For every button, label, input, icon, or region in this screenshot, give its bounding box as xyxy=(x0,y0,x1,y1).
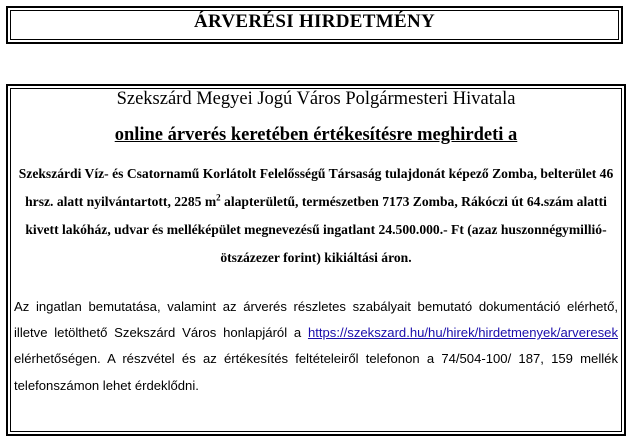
property-text-2: alapterületű, természetben 7173 Zomba, Rákóczi út 64.szám alatti kivett lakóház, udvar és melléképület megnevezésű ingatlant 24.500.000.- Ft (azaz huszonnégymillió-ötszázezer forint) kikiáltási áron. xyxy=(25,194,607,265)
office-name: Szekszárd Megyei Jogú Város Polgármesteri Hivatala xyxy=(116,89,516,109)
property-description xyxy=(14,160,618,272)
info-text-2: elérhetőségen. A részvétel és az értékesítés feltételeiről telefonon a 74/504-100/ 187, 159 mellék telefonszámon lehet érdeklődni. xyxy=(14,351,618,393)
page-title: ÁRVERÉSI HIRDETMÉNY xyxy=(194,11,435,32)
info-paragraph xyxy=(14,294,618,399)
title-frame xyxy=(6,6,623,44)
area-unit-superscript: 2 xyxy=(216,192,221,203)
info-text-1: Az ingatlan bemutatása, valamint az árverés részletes szabályait bemutató dokumentáció elérhető, illetve letölthető Szekszárd Város honlapjáról a xyxy=(14,299,618,341)
auction-link[interactable]: https://szekszard.hu/hu/hirek/hirdetmenyek/arveresek xyxy=(307,325,618,341)
property-text-1: Szekszárdi Víz- és Csatornamű Korlátolt Felelősségű Társaság tulajdonát képező Zomba, belterület 46 hrsz. alatt nyilvántartott, 2285 m xyxy=(18,166,614,209)
headline: online árverés keretében értékesítésre meghirdeti a xyxy=(114,125,518,145)
